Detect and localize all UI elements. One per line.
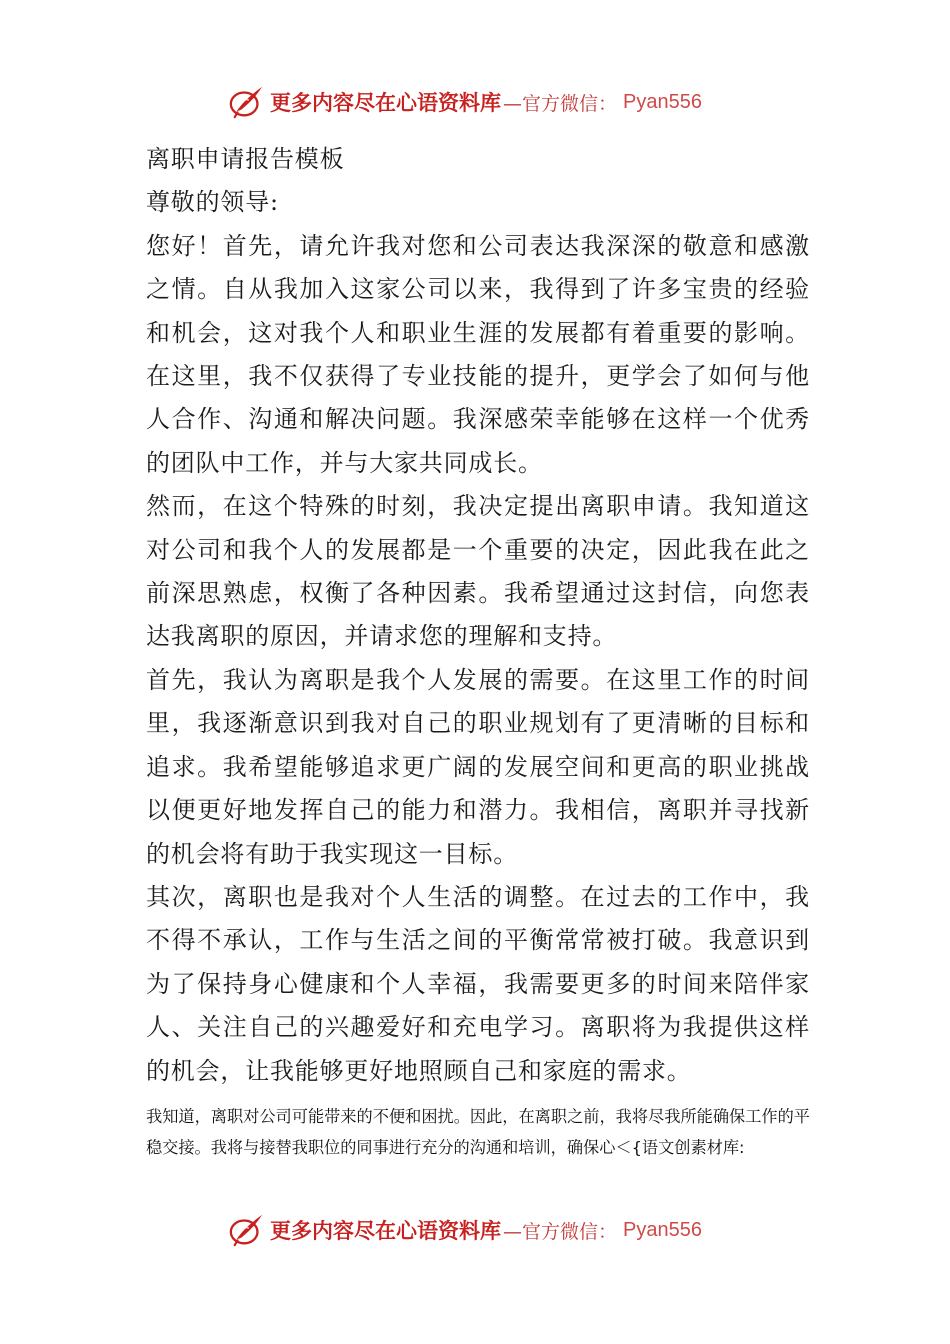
document-title: 离职申请报告模板	[146, 145, 345, 173]
banner-official-label: —官方微信：	[503, 1220, 618, 1243]
small-paragraph: 我知道，离职对公司可能带来的不便和困扰。因此，在离职之前，我将尽我所能确保工作的平稳交接。我将与接替我职位的同事进行充分的沟通和培训，确保心＜{语文创素材库:	[146, 1107, 810, 1157]
paragraph-3: 首先，我认为离职是我个人发展的需要。在这里工作的时间里，我逐渐意识到我对自己的职业规划有了更清晰的目标和追求。我希望能够追求更广阔的发展空间和更高的职业挑战以便更好地发挥自己的能力和潜力。我相信，离职并寻找新的机会将有助于我实现这一目标。	[146, 665, 810, 868]
paragraph-1: 您好！首先，请允许我对您和公司表达我深深的敬意和感激之情。自从我加入这家公司以来，我得到了许多宝贵的经验和机会，这对我个人和职业生涯的发展都有着重要的影响。在这里，我不仅获得了专业技能的提升，更学会了如何与他人合作、沟通和解决问题。我深感荣幸能够在这样一个优秀的团队中工作，并与大家共同成长。	[146, 231, 810, 477]
banner-official-label: —官方微信：	[503, 92, 618, 115]
banner-brand-text: 更多内容尽在心语资料库	[270, 1218, 501, 1243]
quill-pen-logo-icon	[228, 83, 266, 121]
banner-wechat-id: Pyan556	[623, 1218, 702, 1241]
document-salutation: 尊敬的领导:	[146, 188, 279, 217]
banner-brand-text: 更多内容尽在心语资料库	[270, 90, 501, 115]
small-paragraph-block	[146, 1101, 810, 1163]
header-banner	[228, 82, 702, 122]
paragraph-4: 其次，离职也是我对个人生活的调整。在过去的工作中，我不得不承认，工作与生活之间的平衡常常被打破。我意识到为了保持身心健康和个人幸福，我需要更多的时间来陪伴家人、关注自己的兴趣爱好和充电学习。离职将为我提供这样的机会，让我能够更好地照顾自己和家庭的需求。	[146, 882, 810, 1085]
document-body	[146, 138, 810, 1093]
footer-banner	[228, 1210, 702, 1250]
banner-wechat-id: Pyan556	[623, 90, 702, 113]
paragraph-2: 然而，在这个特殊的时刻，我决定提出离职申请。我知道这对公司和我个人的发展都是一个重要的决定，因此我在此之前深思熟虑，权衡了各种因素。我希望通过这封信，向您表达我离职的原因，并请求您的理解和支持。	[146, 492, 810, 651]
quill-pen-logo-icon	[228, 1211, 266, 1249]
